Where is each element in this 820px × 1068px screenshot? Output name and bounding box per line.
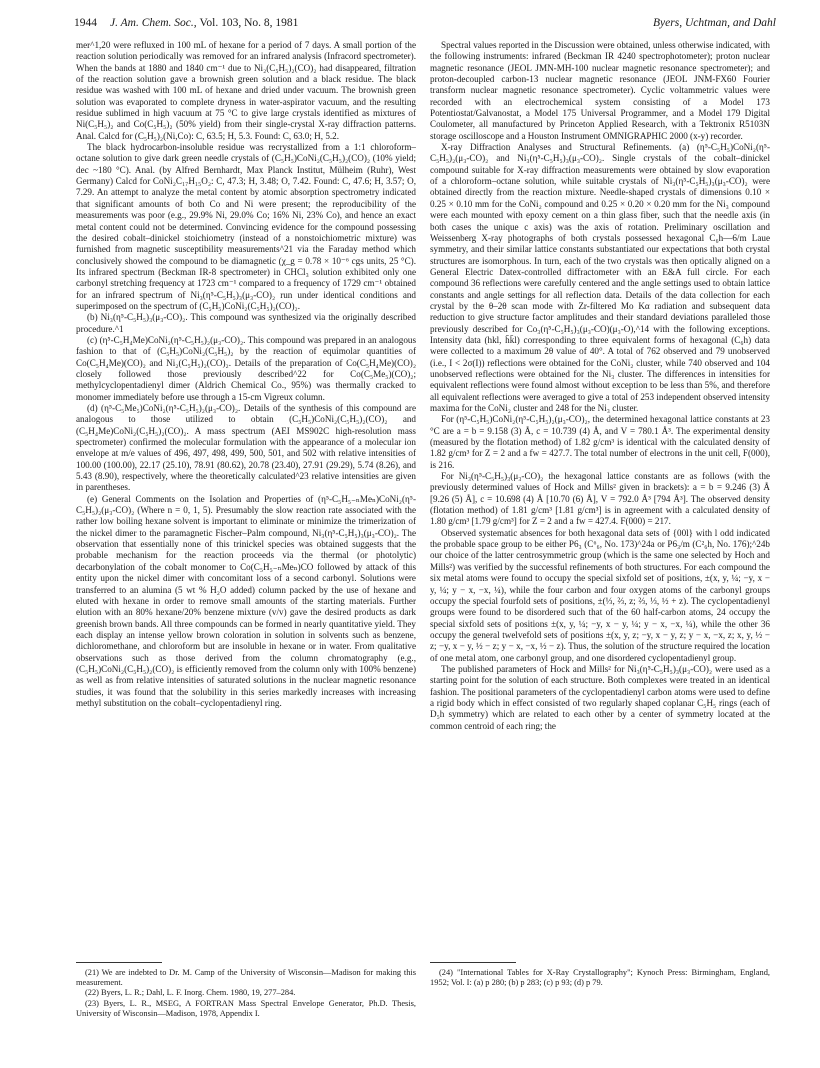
paragraph: Spectral values reported in the Discussion were obtained, unless otherwise indicated, with the following instruments: infrared (Beckman IR 4240 spectrophotometer); proton nuclear magnetic resonance (JEOL JMN-MH-100 nuclear magnetic resonance spectrometer); and proton-decoupled carbon-13 nuclear magnetic resonance (JEOL JNM-FX60 Fourier transform nuclear magnetic resonance spectrometer). Cyclic voltammetric values were recorded with an electrochemical system consisting of a Model 173 Potentiostat/Galvanostat, a Model 175 Universal Programmer, and a Model 179 Digital Coulometer, all manufactured by Princeton Applied Research, with a Tektronix R5103N storage oscilloscope and a Houston Instrument OMNIGRAPHIC 2000 (x-y) recorder.	[430, 40, 770, 141]
paragraph: X-ray Diffraction Analyses and Structural Refinements. (a) (η⁵-C₅H₅)CoNi₂(η⁵-C₅H₅)₂(μ₃-CO)₂ and Ni₃(η⁵-C₅H₅)₃(μ₃-CO)₂. Single crystals of the cobalt–dinickel compound suitable for X-ray diffraction measurements were obtained by slow evaporation of a chloroform–octane solution, while suitable crystals of Ni₃(η⁵-C₅H₅)₃(μ₃-CO)₂ were obtained directly from the reaction mixture. Needle-shaped crystals of dimensions 0.10 × 0.25 × 0.10 mm for the CoNi₂ compound and 0.25 × 0.20 × 0.20 mm for the Ni₃ compound were each mounted with epoxy cement on a thin glass fiber, such that the needle axis (in both cases the unique c axis) was the axis of rotation. Preliminary oscillation and Weissenberg X-ray photographs of both crystals possessed hexagonal C₆h—6/m Laue symmetry, and their similar lattice constants substantiated our expectations that both crystal structures are isomorphous. In turn, each of the two crystals was then optically aligned on a General Electric Datex-controlled diffractometer with an E&A full circle. For each compound 36 reflections were carefully centered and the angle settings used to obtain lattice constants and angle settings for all reflection data. Details of the data collection for each crystal by the θ–2θ scan mode with Zr-filtered Mo Kα radiation and subsequent data reduction to give structure factor amplitudes and their standard deviations paralleled those previously described for Co₃(η⁵-C₅H₅)₃(μ₃-CO)(μ₃-O),^14 with the following exceptions. Intensity data (hkl, h̄k̄l) corresponding to three equivalent forms of hexagonal (C₆h) data were collected to a maximum 2θ value of 40°. A total of 762 observed and 79 unobserved (i.e., I < 2σ(I)) reflections were obtained for the CoNi₂ cluster, while 740 observed and 104 unobserved reflections were obtained for the Ni₃ cluster. The differences in intensities for equivalent reflections were found almost without exception to be less than 5%, and therefore all equivalent reflections were averaged to give a total of 253 independent observed intensity maxima for the CoNi₂ cluster and 248 for the Ni₃ cluster.	[430, 142, 770, 413]
footnote-divider	[76, 962, 162, 963]
left-column	[76, 40, 416, 709]
paragraph: For Ni₃(η⁵-C₅H₅)₃(μ₃-CO)₂ the hexagonal lattice constants are as follows (with the previously determined values of Hock and Mills² given in brackets): a = b = 9.246 (3) Å [9.26 (5) Å], c = 10.698 (4) Å [10.70 (6) Å], V = 792.0 Å³ [794 Å³]. The observed density (flotation method) of 1.81 g/cm³ [1.81 g/cm³] is in agreement with a calculated density of 1.80 g/cm³ [1.79 g/cm³] for Z = 2 and a fw = 427.4. F(000) = 217.	[430, 471, 770, 527]
paragraph: For (η⁵-C₅H₅)CoNi₂(η⁵-C₅H₅)₂(μ₃-CO)₂, the determined hexagonal lattice constants at 23 °C are a = b = 9.158 (3) Å, c = 10.739 (4) Å, and V = 780.1 Å³. The experimental density (measured by the flotation method) of 1.82 g/cm³ is identical with the calculated density of 1.82 g/cm³ for Z = 2 and a fw = 427.7. The total number of electrons in the unit cell, F(000), is 216.	[430, 414, 770, 470]
footnote: (24) "International Tables for X-Ray Crystallography"; Kynoch Press: Birmingham, England, 1952; Vol. I: (a) p 280; (b) p 283; (c) p 93; (d) p 79.	[430, 968, 770, 988]
paragraph: The black hydrocarbon-insoluble residue was recrystallized from a 1:1 chloroform–octane solution to give dark green needle crystals of (C₅H₅)CoNi₂(C₅H₅)₂(CO)₂ (10% yield; dec ~180 °C). Anal. (by Alfred Bernhardt, Max Planck Institut, Mülheim (Ruhr), West Germany) Calcd for CoNi₂C₁₇H₁₅O₂: C, 47.3; H, 3.48; O, 7.42. Found: C, 47.6; H, 3.57; O, 7.29. An attempt to analyze the metal content by atomic absorption spectrometry indicated that significant amounts of both Co and Ni were present; the reproducibility of the measurements was poor (e.g., 29.9% Ni, 29.0% Co; 16% Ni, 23% Co), and hence an exact metal content could not be determined. Convincing evidence for the compound possessing the desired cobalt–dinickel stoichiometry (instead of a nonstoichiometric mixture) was furnished from magnetic susceptibility measurements^21 via the Faraday method which conclusively showed the compound to be diamagnetic (χ_g = 0.78 × 10⁻⁶ cgs units, 25 °C). Its infrared spectrum (Beckman IR-8 spectrometer) in CHCl₃ solution exhibited only one carbonyl stretching frequency at 1723 cm⁻¹ compared to a frequency of 1729 cm⁻¹ obtained for an infrared spectrum of Ni₃(η⁵-C₅H₅)₃(μ₃-CO)₂ run under identical conditions and superimposed on the spectrum of (C₅H₅)CoNi₂(C₅H₅)₂(CO)₂.	[76, 142, 416, 311]
footnotes-left	[76, 968, 416, 1019]
footnote: (22) Byers, L. R.; Dahl, L. F. Inorg. Chem. 1980, 19, 277–284.	[85, 988, 296, 998]
footnote-divider	[430, 962, 516, 963]
page-number: 1944	[74, 17, 97, 29]
paragraph: mer^1,20 were refluxed in 100 mL of hexane for a period of 7 days. A small portion of the reaction solution periodically was removed for an infrared analysis (Infracord spectrometer). When the bands at 1880 and 1840 cm⁻¹ due to Ni₂(C₅H₅)₂(CO)₂ had disappeared, filtration of the reaction solution gave a brownish green solution and a black residue. The black residue was washed with 100 mL of hexane and dried under vacuum. The brownish green solution was evaporated to complete dryness in water-aspirator vacuum, and the resulting residue sublimed in high vacuum at 75 °C to give large crystals identified as mixtures of Ni(C₅H₅)₂ and Co(C₅H₅)₂ (50% yield) from their single-crystal X-ray diffraction patterns. Anal. Calcd for (C₅H₅)₂(Ni,Co): C, 63.5; H, 5.3. Found: C, 63.0; H, 5.2.	[76, 40, 416, 141]
journal-citation	[110, 14, 298, 32]
paragraph: (b) Ni₃(η⁵-C₅H₅)₃(μ₃-CO)₂. This compound was synthesized via the originally described procedure.^1	[76, 312, 416, 334]
paragraph: The published parameters of Hock and Mills² for Ni₃(η⁵-C₅H₅)₃(μ₃-CO)₂ were used as a starting point for the solution of each structure. Both complexes were treated in an identical fashion. The positional parameters of the cyclopentadienyl carbon atoms were used to define a rigid body which in effect consisted of two regularly shaped coplanar C₅H₅ rings (each of D₅h symmetry) which are related to each other by a center of symmetry located at the common centroid of each ring; the	[430, 663, 770, 731]
volume-issue: Vol. 103, No. 8, 1981	[199, 17, 299, 29]
running-authors: Byers, Uchtman, and Dahl	[653, 17, 776, 29]
paragraph: Observed systematic absences for both hexagonal data sets of {00l} with l odd indicated the probable space group to be either P6₃ (C⁶₆, No. 173)^24a or P6₃/m (C²₆h, No. 176);^24b our choice of the latter centrosymmetric group (which is the same one selected by Hoch and Mills²) was verified by the successful refinements of both structures. For each compound the six metal atoms were found to occupy the special sixfold set of positions, ±(x, y, ¼; −y, x − y, ¼; y − x, −x, ¼), while the four carbon and four oxygen atoms of the carbonyl groups occupy the special fourfold sets of positions, ±(⅓, ⅔, z; ⅔, ⅓, ½ + z). The cyclopentadienyl groups were found to be disordered such that of the 60 half-carbon atoms, 24 occupy the special sixfold sets of positions ±(x, y, ¼; −y, x − y, ¼; y − x, −x, ¼), while the other 36 occupy the general twelvefold sets of positions ±(x, y, z; −y, x − y, z; y − x, −x, z; x, y, ½ − z; −y, x − y, ½ − z; y − x, −x, ½ − z). Thus, the solution of the structure required the location of one metal atom, one carbonyl group, and one disordered cyclopentadienyl group.	[430, 527, 770, 663]
right-column	[430, 40, 770, 732]
paragraph: (e) General Comments on the Isolation and Properties of (η⁵-C₅H₅₋ₙMeₙ)CoNi₂(η⁵-C₅H₅)₂(μ₃-CO)₂ (Where n = 0, 1, 5). Presumably the slow reaction rate associated with the rather low boiling hexane solvent is important to eliminate or minimize the trimerization of the nickel dimer to the paramagnetic Fischer–Palm compound, Ni₃(η⁵-C₅H₅)₃(μ₃-CO)₂. The observation that essentially none of this trinickel species was obtained suggests that the probable mechanism for the reaction proceeds via the thermal (or photolytic) decarbonylation of the cobalt monomer to Co(C₅H₅₋ₙMeₙ)CO followed by attack of this entity upon the nickel dimer with concomitant loss of a second carbonyl. Solutions were transferred to an alumina (5 wt % H₂O added) column packed by the use of hexane and eluted with hexane in order to remove small amounts of the starting materials. Further elution with an 80% hexane/20% benzene mixture (v/v) gave the desired products as dark greenish brown bands. All three compounds can be formed in nearly quantitative yield. They each display an intense yellow brown coloration in solution in solvents such as benzene, dichloromethane, and chloroform but are insoluble in hexane or in water. From qualitative observations such as those derived from the column chromatography (e.g., (C₅H₅)CoNi₂(C₅H₅)₂(CO)₂ is efficiently removed from the column only with 100% benzene) as well as from relative intensities of saturated solutions in the nuclear magnetic resonance studies, it was found that the solubility in this series markedly increases with increasing methyl substitution on the cobalt–cyclopentadienyl ring.	[76, 493, 416, 708]
footnote: (21) We are indebted to Dr. M. Camp of the University of Wisconsin—Madison for making this measurement.	[76, 968, 416, 988]
footnote: (23) Byers, L. R., MSEG, A FORTRAN Mass Spectral Envelope Generator, Ph.D. Thesis, University of Wisconsin—Madison, 1978, Appendix I.	[76, 998, 416, 1018]
running-header	[74, 14, 776, 32]
journal-name: J. Am. Chem. Soc.,	[110, 17, 197, 29]
paragraph: (c) (η⁵-C₅H₄Me)CoNi₂(η⁵-C₅H₅)₂(μ₃-CO)₂. This compound was prepared in an analogous fashion to that of (C₅H₅)CoNi₂(C₅H₅)₂ by the reaction of equimolar quantities of Co(C₅H₄Me)(CO)₂ and Ni₂(C₅H₅)₂(CO)₂. Details of the preparation of Co(C₅H₄Me)(CO)₂ closely followed those previously described^22 for Co(C₅Me₅)(CO)₂; methylcyclopentadienyl dimer (Aldrich Chemical Co., 95%) was thermally cracked to monomer immediately before use through a 15-cm Vigreux column.	[76, 334, 416, 402]
paragraph: (d) (η⁵-C₅Me₅)CoNi₂(η⁵-C₅H₅)₂(μ₃-CO)₂. Details of the synthesis of this compound are analogous to those utilized to obtain (C₅H₅)CoNi₂(C₅H₅)₂(CO)₂ and (C₅H₄Me)CoNi₂(C₅H₅)₂(CO)₂. A mass spectrum (AEI MS902C high-resolution mass spectrometer) confirmed the molecular formulation with the appearance of a molecular ion envelope at m/e values of 496, 497, 498, 499, 500, 501, and 502 with relative intensities of 100.00 (100.00), 22.17 (25.10), 78.91 (80.62), 20.78 (23.40), 27.91 (29.29), 5.74 (8.26), and 5.43 (8.90), respectively, where the theoretically calculated^23 relative intensities are given in parentheses.	[76, 403, 416, 493]
footnotes-right	[430, 968, 770, 988]
